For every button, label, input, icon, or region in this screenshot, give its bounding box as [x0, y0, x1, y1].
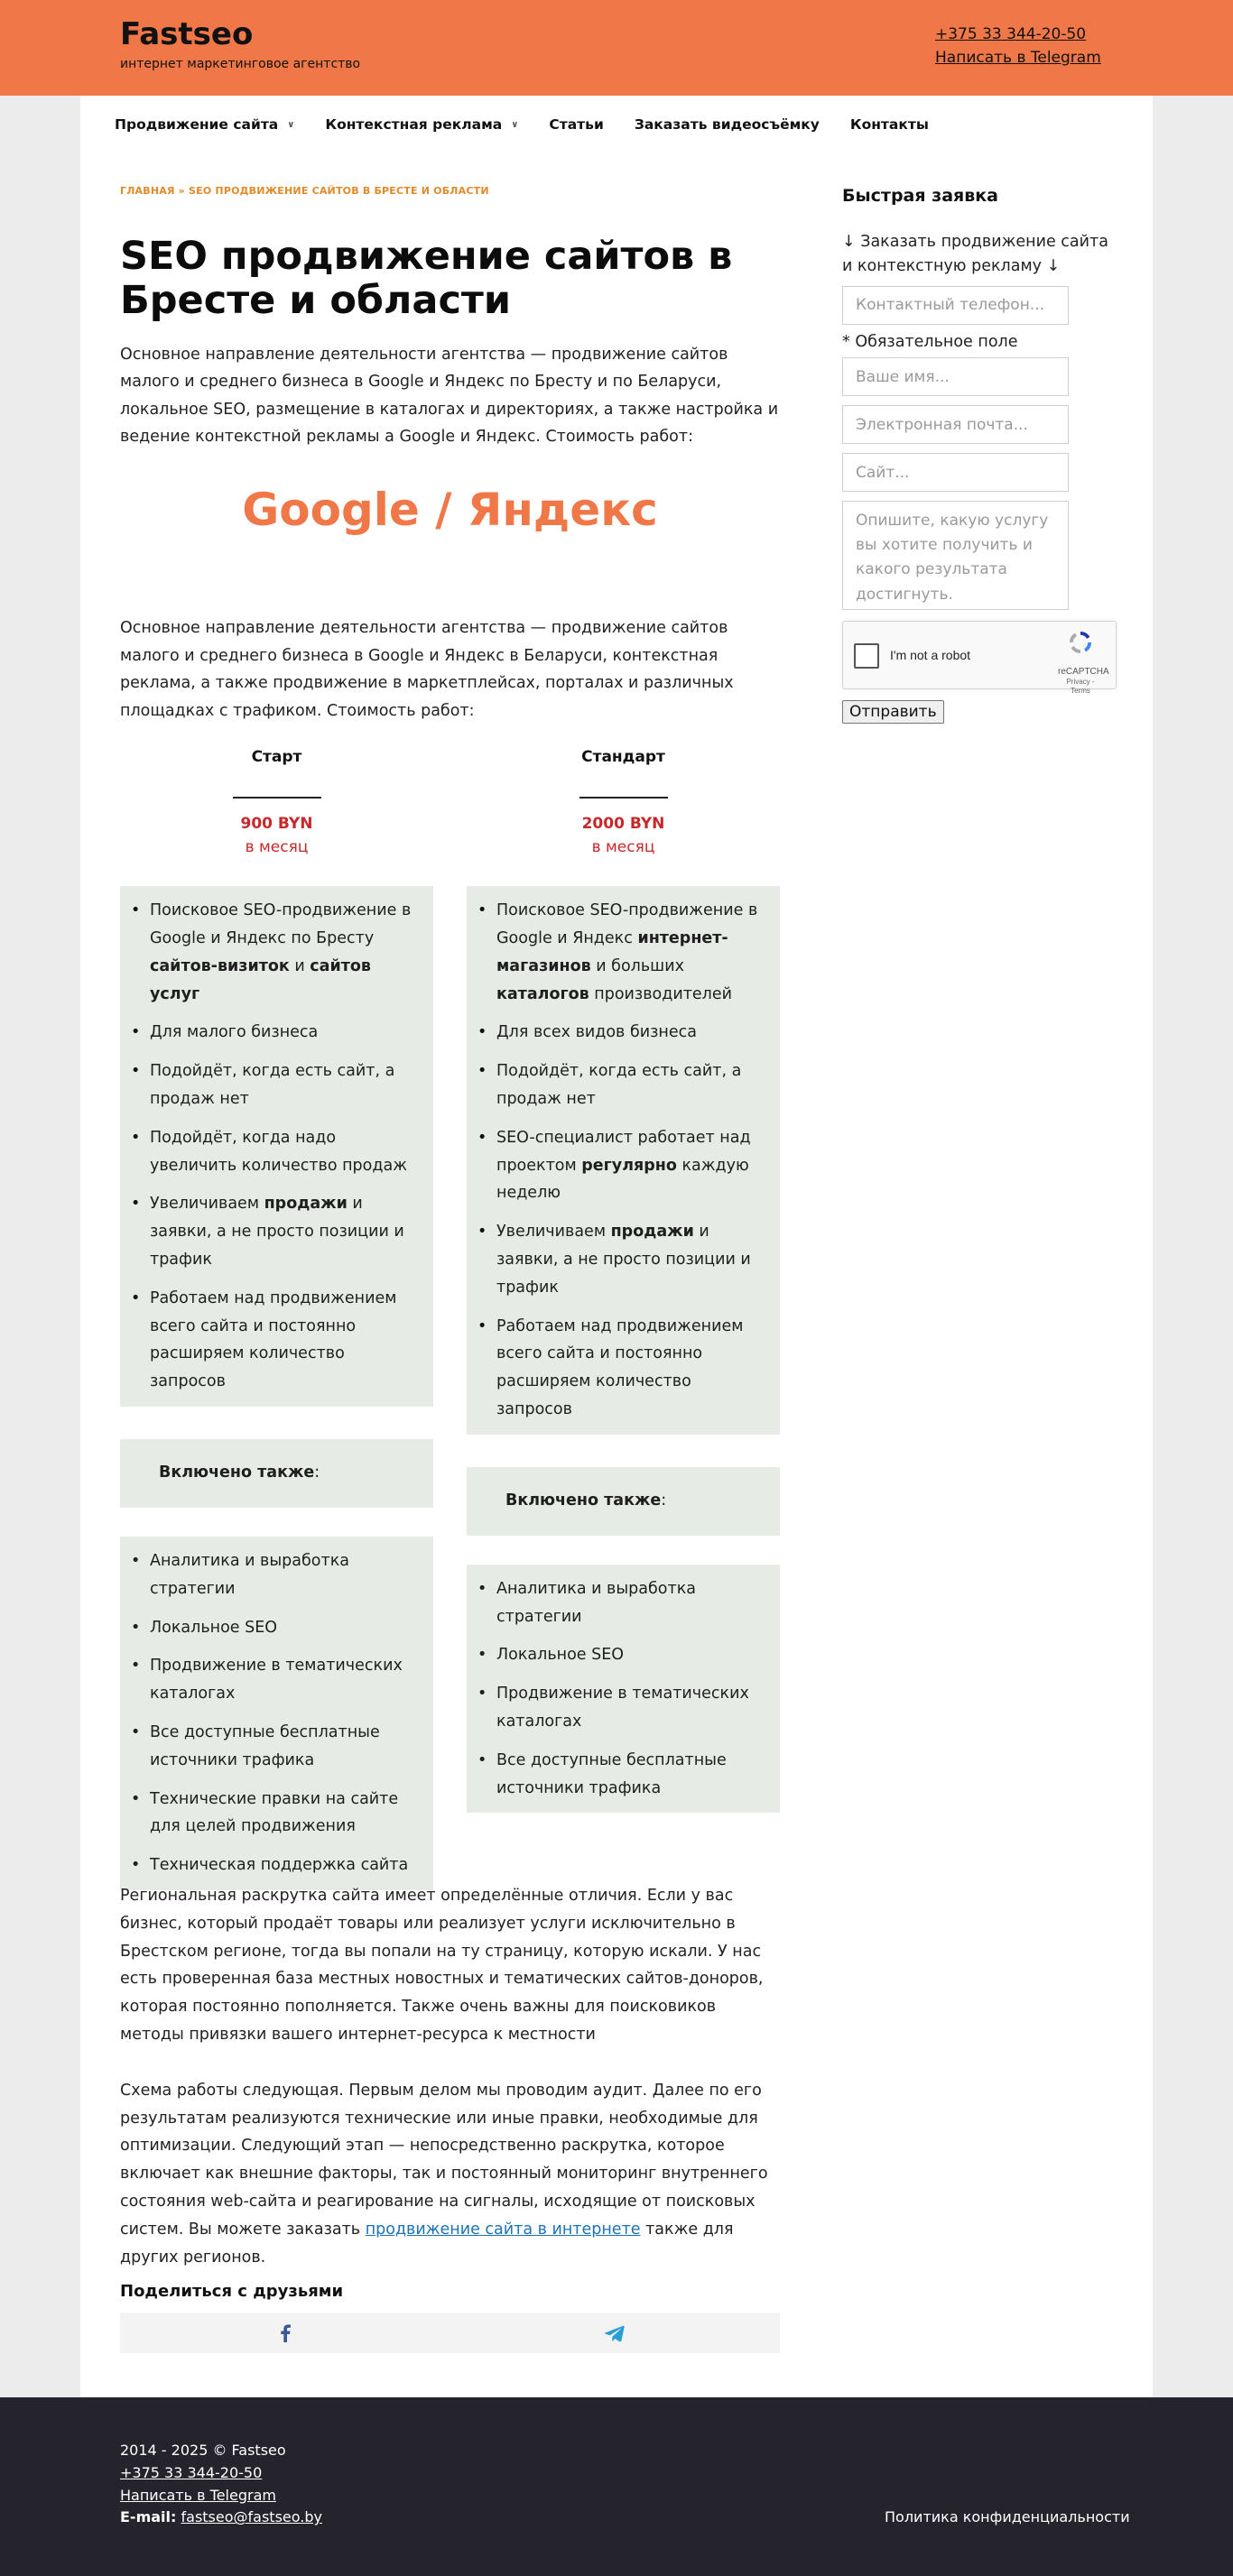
message-textarea[interactable]	[842, 501, 1069, 610]
footer-copyright: 2014 - 2025 © Fastseo	[120, 2442, 286, 2459]
plan-feature-item	[129, 897, 422, 1008]
phone-input[interactable]	[842, 286, 1069, 325]
plan-extra-item: • Все доступные бесплатные источники трафика	[129, 1719, 422, 1775]
plan-header	[467, 747, 780, 860]
plan-header	[120, 747, 433, 860]
recaptcha-label: I'm not a robot	[890, 648, 971, 663]
header-phone-link[interactable]: +375 33 344-20-50	[935, 25, 1087, 43]
required-note: * Обязательное поле	[842, 332, 1018, 351]
feature-text: и заявки, а не просто позиции и трафик	[150, 1195, 404, 1270]
plan-feature-item	[476, 1313, 769, 1424]
feature-text: регулярно	[581, 1156, 677, 1175]
plan-divider	[579, 797, 668, 799]
share-title: Поделиться с друзьями	[120, 2282, 344, 2301]
plan-feature-item	[476, 1124, 769, 1207]
quick-request-sidebar	[842, 184, 1113, 725]
nav-item-seo[interactable]	[103, 113, 313, 138]
breadcrumb-home[interactable]: ГЛАВНАЯ	[120, 185, 175, 197]
plan-name: Старт	[251, 747, 302, 766]
nav-item-video[interactable]	[623, 113, 839, 138]
plan-features	[120, 886, 433, 1407]
feature-text: Увеличиваем	[150, 1195, 264, 1214]
feature-text: Подойдёт, когда есть сайт, а продаж нет	[150, 1062, 395, 1109]
feature-text: Работаем над продвижением всего сайта и постоянно расширяем количество запросов	[496, 1316, 744, 1419]
regional-paragraph-1: Региональная раскрутка сайта имеет определённые отличия. Если у вас бизнес, который продаёт товары или реализует услуги исключительно в Брестском регионе, тогда вы попали на ту страницу, которую искали. У нас есть проверенная база местных новостных и тематических сайтов-доноров, которая постоянно пополняется. Также очень важны для поисковиков методы привязки вашего интернет-ресурса к местности	[120, 1887, 764, 2044]
site-header	[0, 0, 1233, 96]
nav-item-ppc[interactable]	[313, 113, 537, 138]
nav-item-articles[interactable]	[537, 113, 622, 138]
plan-period: в месяц	[245, 837, 309, 856]
main-nav	[80, 96, 1153, 155]
feature-text: сайтов услуг	[150, 956, 371, 1003]
feature-text: Поисковое SEO-продвижение в Google и Яндекс	[496, 901, 758, 948]
feature-text: продажи	[610, 1223, 694, 1242]
chevron-down-icon: ∨	[511, 120, 519, 131]
plan-extras	[467, 1565, 780, 1814]
brand	[120, 14, 360, 72]
feature-text: сайтов-визиток	[150, 956, 290, 975]
share-facebook-button[interactable]	[120, 2313, 450, 2353]
nav-item-label: Заказать видеосъёмку	[634, 116, 820, 134]
recaptcha-icon	[1067, 629, 1094, 656]
intro-paragraph: Основное направление деятельности агентства — продвижение сайтов малого и среднего бизнеса в Google и Яндекс по Бресту и по Беларуси, локальное SEO, размещение в каталогах и директориях, а также настройка и ведение контекстной рекламы а Google и Яндекс. Стоимость работ:	[120, 345, 779, 447]
pricing-plans	[120, 747, 780, 1875]
page-title: SEO продвижение сайтов в Бресте и области	[120, 233, 733, 323]
sidebar-title: Быстрая заявка	[842, 186, 998, 206]
recaptcha-terms[interactable]: Privacy - Terms	[1066, 678, 1095, 695]
plan-feature-item	[476, 1019, 769, 1047]
brand-subtitle: интернет маркетинговое агентство	[120, 57, 361, 72]
plan-extra-item: • Все доступные бесплатные источники трафика	[476, 1747, 769, 1803]
plan-extra-item: • Технические правки на сайте для целей продвижения	[129, 1786, 422, 1842]
plan-extra-item: • Локальное SEO	[129, 1614, 422, 1642]
nav-item-contacts[interactable]	[839, 113, 948, 138]
feature-text: Для всех видов бизнеса	[496, 1023, 697, 1042]
plan-standard	[467, 747, 780, 1814]
plan-feature-item	[129, 1019, 422, 1047]
feature-text: и заявки, а не просто позиции и трафик	[496, 1223, 751, 1297]
header-telegram-link[interactable]: Написать в Telegram	[935, 49, 1101, 68]
footer-contacts	[120, 2440, 322, 2529]
plan-price: 900 BYN	[240, 814, 313, 833]
name-input[interactable]	[842, 357, 1069, 396]
feature-text: интернет-магазинов	[496, 929, 728, 975]
submit-button[interactable]: Отправить	[842, 700, 944, 724]
plan-extras	[120, 1537, 433, 1890]
regional-text	[120, 1882, 780, 2271]
footer-email-label: E-mail:	[120, 2508, 177, 2526]
recaptcha-checkbox[interactable]	[854, 643, 879, 669]
plan-price: 2000 BYN	[581, 814, 665, 833]
feature-text: SEO-специалист работает над проектом	[496, 1128, 751, 1175]
feature-text: продажи	[264, 1195, 348, 1214]
plan-features	[467, 886, 780, 1435]
share-bar	[120, 2313, 780, 2353]
search-engines-heading: Google / Яндекс	[242, 484, 658, 537]
brand-title[interactable]: Fastseo	[120, 16, 254, 52]
plan-start	[120, 747, 433, 1890]
breadcrumb-current: SEO ПРОДВИЖЕНИЕ САЙТОВ В БРЕСТЕ И ОБЛАСТИ	[189, 185, 489, 197]
email-input[interactable]	[842, 405, 1069, 444]
footer-email-link[interactable]: fastseo@fastseo.by	[181, 2508, 322, 2526]
included-also-box	[467, 1467, 780, 1536]
included-also-colon: :	[314, 1463, 320, 1482]
plan-extra-item: • Техническая поддержка сайта	[129, 1851, 422, 1879]
feature-text: Подойдёт, когда есть сайт, а продаж нет	[496, 1062, 742, 1109]
plan-feature-item	[129, 1285, 422, 1396]
feature-text: Поисковое SEO-продвижение в Google и Яндекс по Бресту	[150, 901, 412, 948]
regional-paragraph-2-text: Схема работы следующая. Первым делом мы проводим аудит. Далее по его результатам реализуются технические или иные правки, необходимые для оптимизации. Следующий этап — непосредственно раскрутка, которое включает как внешние факторы, так и постоянный мониторинг внутреннего состояния web-сайта и реагирование на сигналы, исходящие от поисковых систем. Вы можете заказать	[120, 2081, 768, 2239]
plan-feature-item	[129, 1124, 422, 1180]
included-also-box	[120, 1439, 433, 1508]
feature-text: Работаем над продвижением всего сайта и постоянно расширяем количество запросов	[150, 1288, 397, 1391]
nav-item-label: Контекстная реклама	[325, 116, 503, 134]
regional-paragraph-2-tail: также для других регионов.	[120, 2220, 734, 2267]
plan-feature-item	[476, 897, 769, 1008]
plan-feature-item	[476, 1057, 769, 1113]
footer-phone-link[interactable]: +375 33 344-20-50	[120, 2463, 263, 2481]
footer-telegram-link[interactable]: Написать в Telegram	[120, 2486, 276, 2504]
feature-text: и больших	[590, 956, 684, 975]
recaptcha-brand: reCAPTCHA	[1058, 667, 1109, 678]
included-also-colon: :	[661, 1491, 667, 1510]
plan-feature-item	[129, 1190, 422, 1273]
plan-extra-item: • Продвижение в тематических каталогах	[476, 1680, 769, 1736]
breadcrumb	[120, 182, 780, 200]
page-container	[80, 96, 1153, 2397]
nav-item-label: Продвижение сайта	[115, 116, 279, 134]
site-footer	[0, 2397, 1233, 2576]
facebook-icon	[279, 2324, 292, 2342]
plan-period: в месяц	[591, 837, 655, 856]
feature-text: каталогов	[496, 984, 589, 1003]
footer-privacy-link[interactable]: Политика конфиденциальности	[885, 2508, 1130, 2525]
plan-name: Стандарт	[581, 747, 665, 766]
header-contacts	[935, 23, 1101, 70]
recaptcha-logo	[1058, 629, 1109, 695]
feature-text: Для малого бизнеса	[150, 1023, 319, 1042]
nav-item-label: Статьи	[549, 116, 604, 134]
intro-paragraph-2: Основное направление деятельности агентства — продвижение сайтов малого и среднего бизнеса в Google и Яндекс в Беларуси, контекстная реклама, а также продвижение в маркетплейсах, порталах и различных площадках с трафиком. Стоимость работ:	[120, 619, 734, 720]
seo-internet-link[interactable]: продвижение сайта в интернете	[365, 2220, 641, 2239]
telegram-icon	[605, 2325, 625, 2341]
share-telegram-button[interactable]	[450, 2313, 781, 2353]
plan-extra-item: • Аналитика и выработка стратегии	[476, 1575, 769, 1631]
breadcrumb-separator: »	[178, 185, 185, 197]
plan-feature-item	[476, 1218, 769, 1301]
site-input[interactable]	[842, 453, 1069, 492]
regional-paragraph-2	[120, 2077, 780, 2272]
feature-text: Подойдёт, когда надо увеличить количество продаж	[150, 1128, 407, 1175]
included-also-label: Включено также	[159, 1463, 315, 1482]
feature-text: и	[289, 956, 311, 975]
included-also-label: Включено также	[505, 1491, 662, 1510]
chevron-down-icon: ∨	[287, 120, 295, 131]
recaptcha-widget	[842, 621, 1117, 695]
plan-extra-item: • Аналитика и выработка стратегии	[129, 1547, 422, 1603]
feature-text: каждую неделю	[496, 1156, 749, 1203]
plan-extra-item: • Локальное SEO	[476, 1641, 769, 1669]
plan-feature-item	[129, 1057, 422, 1113]
feature-text: Увеличиваем	[496, 1223, 611, 1242]
plan-extra-item: • Продвижение в тематических каталогах	[129, 1652, 422, 1708]
sidebar-note: ↓ Заказать продвижение сайта и контекстную рекламу ↓	[842, 232, 1108, 275]
feature-text: производителей	[589, 984, 732, 1003]
plan-divider	[233, 797, 321, 799]
main-content	[120, 182, 780, 1875]
nav-item-label: Контакты	[849, 116, 929, 134]
